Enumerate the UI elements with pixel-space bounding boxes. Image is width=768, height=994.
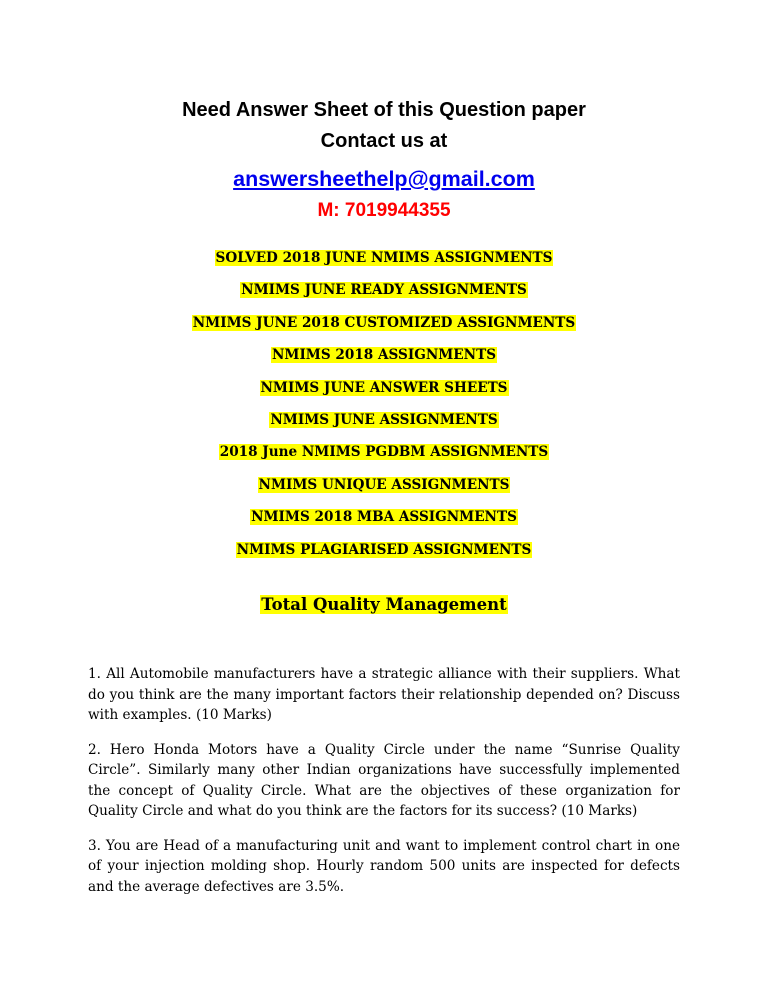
highlighted-line	[0, 411, 768, 443]
subject-title-text: Total Quality Management	[261, 595, 507, 614]
highlighted-line-text: SOLVED 2018 JUNE NMIMS ASSIGNMENTS	[215, 250, 553, 266]
highlighted-line-text: NMIMS JUNE READY ASSIGNMENTS	[241, 282, 527, 299]
contact-phone: M: 7019944355	[317, 200, 451, 221]
header-contact-label: Contact us at	[320, 130, 448, 152]
highlighted-line-text: NMIMS JUNE ANSWER SHEETS	[260, 379, 508, 396]
highlighted-list	[0, 249, 768, 573]
highlighted-line-text: NMIMS 2018 MBA ASSIGNMENTS	[251, 509, 517, 526]
highlighted-line-text: NMIMS JUNE ASSIGNMENTS	[270, 411, 498, 428]
contact-email-link[interactable]: answersheethelp@gmail.com	[233, 167, 535, 191]
header-title: Need Answer Sheet of this Question paper	[182, 99, 586, 121]
highlighted-line	[0, 379, 768, 411]
highlighted-line	[0, 541, 768, 573]
highlighted-line	[0, 443, 768, 475]
highlighted-line-text: NMIMS UNIQUE ASSIGNMENTS	[258, 476, 510, 493]
highlighted-line-text: NMIMS PLAGIARISED ASSIGNMENTS	[236, 541, 532, 558]
highlighted-line-text: NMIMS JUNE 2018 CUSTOMIZED ASSIGNMENTS	[192, 314, 576, 331]
highlighted-line	[0, 508, 768, 540]
highlighted-line-text: NMIMS 2018 ASSIGNMENTS	[271, 347, 497, 364]
highlighted-line	[0, 314, 768, 346]
contact-email-line	[0, 165, 768, 193]
highlighted-line	[0, 476, 768, 508]
highlighted-line-text: 2018 June NMIMS PGDBM ASSIGNMENTS	[219, 444, 549, 461]
highlighted-line	[0, 281, 768, 313]
question-2: 2. Hero Honda Motors have a Quality Circle under the name “Sunrise Quality Circle”. Similarly many other Indian organizations have successfully implemented the concept of Quality Circle. What are the objectives of these organization for Quality Circle and what do you think are the factors for its success? (10 Marks)	[88, 741, 680, 819]
question-1: 1. All Automobile manufacturers have a strategic alliance with their suppliers. What do you think are the many important factors their relationship depended on? Discuss with examples. (10 Marks)	[88, 666, 680, 723]
highlighted-line	[0, 346, 768, 378]
question-list	[88, 664, 680, 911]
subject-title	[0, 594, 768, 616]
question-3: 3. You are Head of a manufacturing unit and want to implement control chart in one of your injection molding shop. Hourly random 500 units are inspected for defects and the average defectives are 3.5%.	[88, 837, 680, 895]
highlighted-line	[0, 249, 768, 281]
